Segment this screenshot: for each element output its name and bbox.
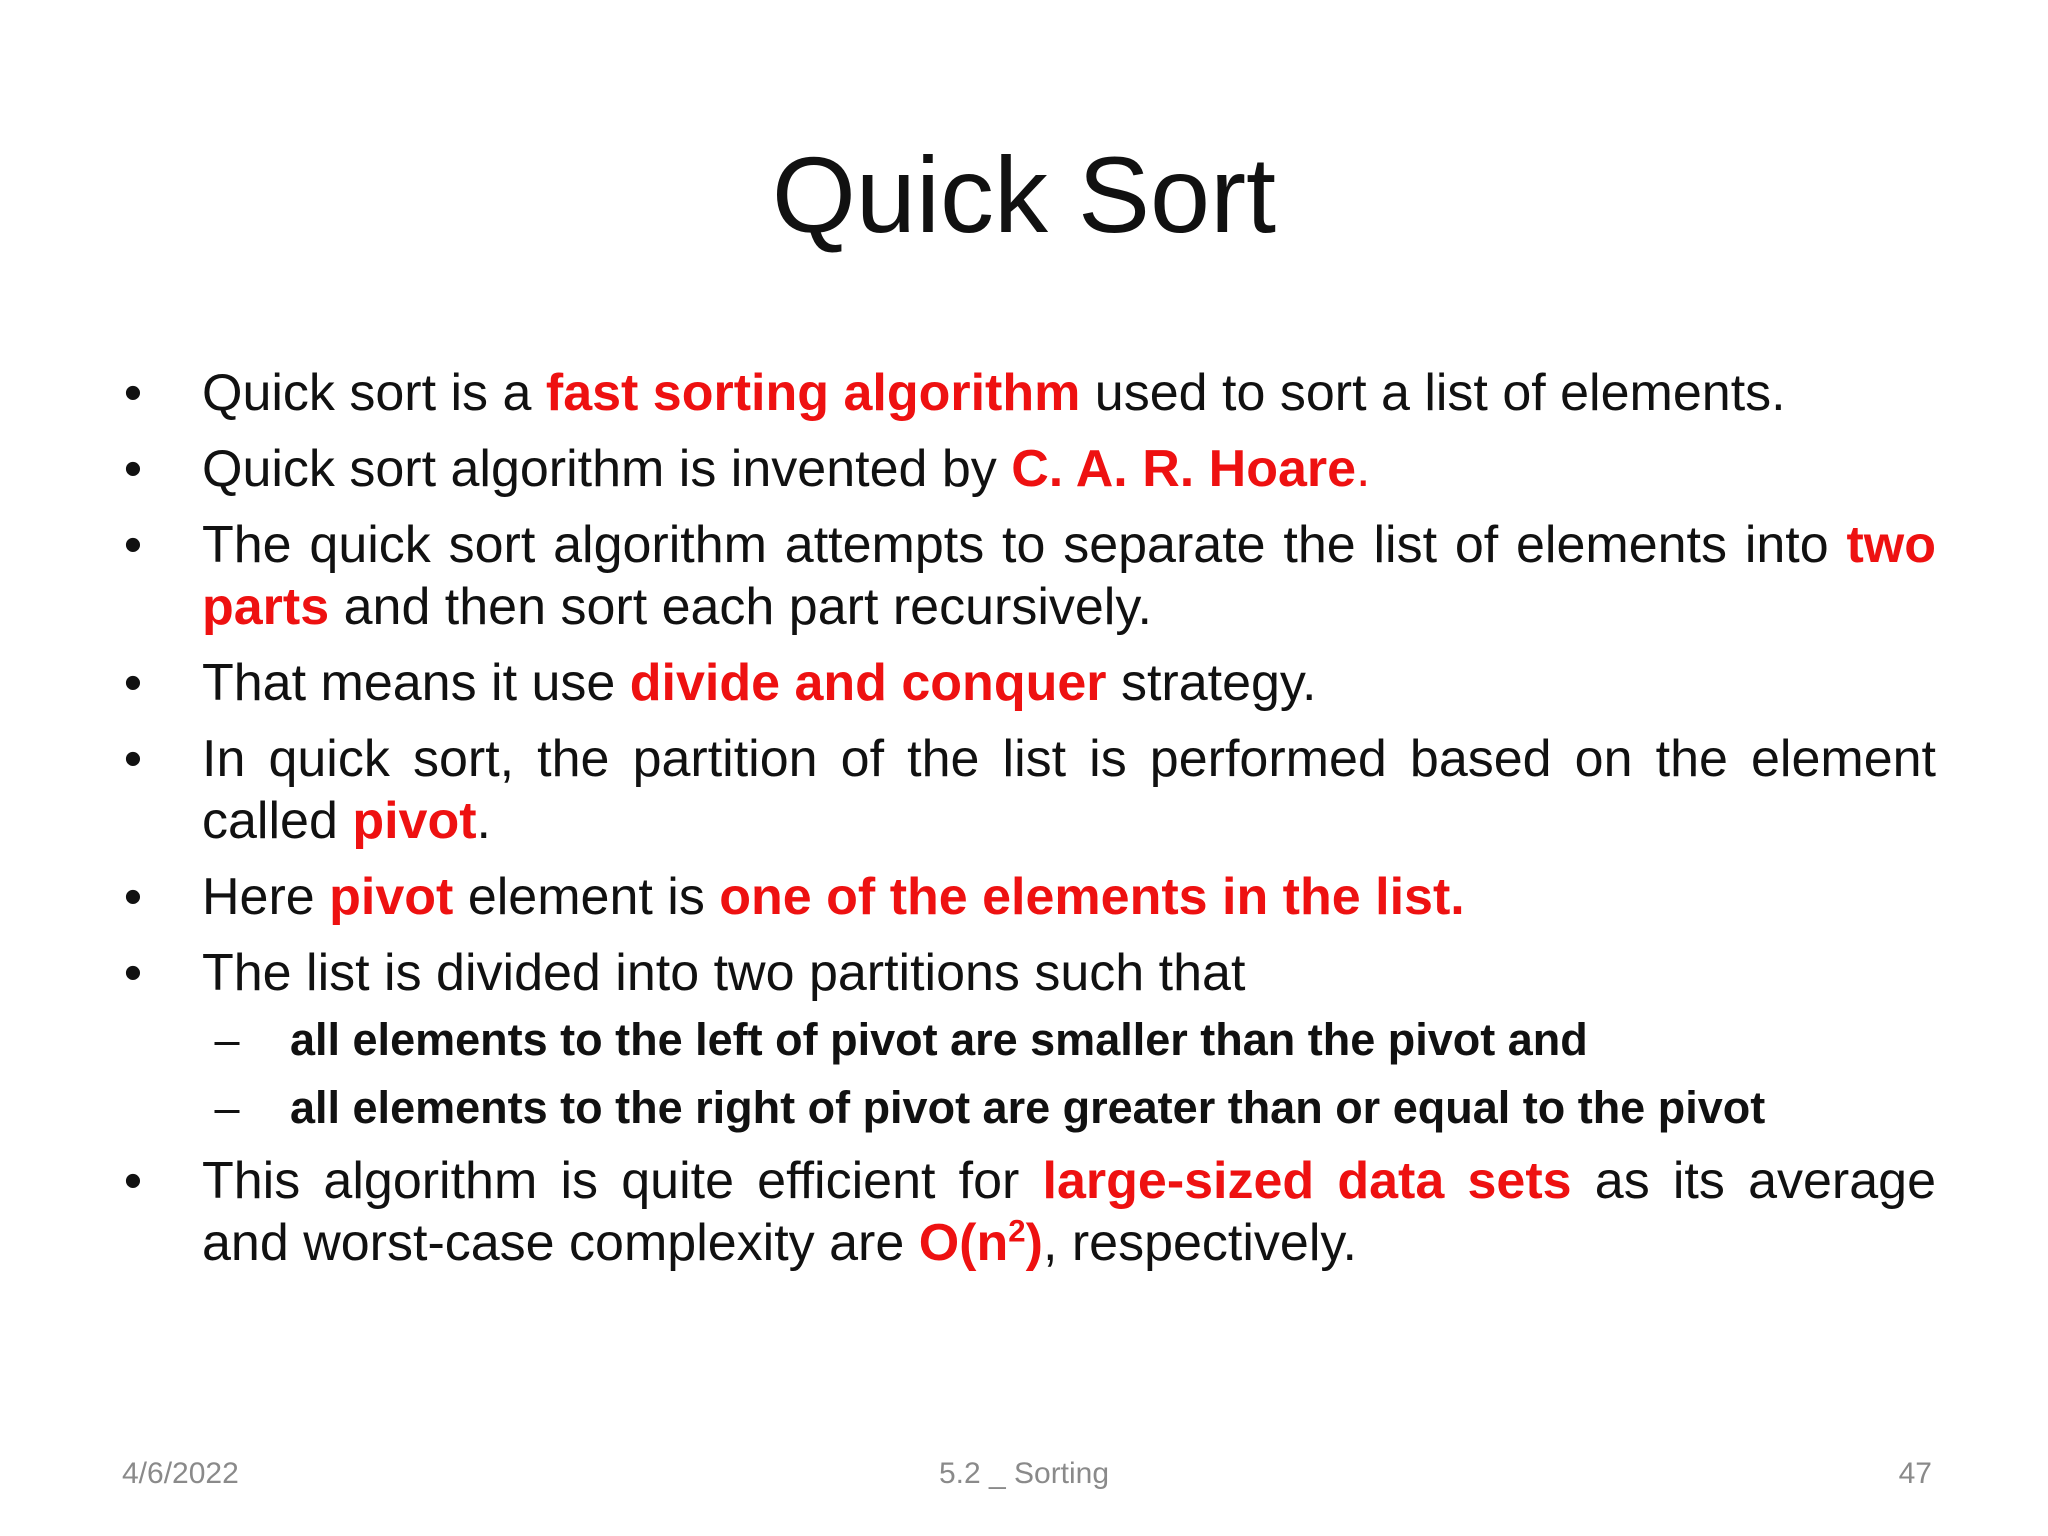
bullet-text: Quick sort algorithm is invented by bbox=[202, 440, 1012, 498]
bullet-text: and then sort each part recursively. bbox=[329, 578, 1152, 636]
sub-bullet-text: all elements to the right of pivot are greater than or equal to the pivot bbox=[290, 1082, 1766, 1133]
bullet-item bbox=[118, 942, 1936, 1136]
complexity-highlight bbox=[919, 1214, 1043, 1272]
bullet-highlight: pivot bbox=[352, 792, 477, 850]
bullet-highlight: large-sized data sets bbox=[1042, 1152, 1572, 1210]
sub-bullet-item bbox=[202, 1012, 1936, 1068]
bullet-dot: • bbox=[123, 654, 143, 712]
bullet-highlight: pivot bbox=[329, 868, 454, 926]
bullet-item bbox=[118, 1150, 1936, 1274]
bullet-text: element is bbox=[453, 868, 720, 926]
bullet-text: . bbox=[1356, 440, 1371, 498]
bullet-text: as its average and worst-case complexity are bbox=[202, 1152, 1936, 1272]
bullet-highlight: C. A. R. Hoare bbox=[1011, 440, 1357, 498]
bullet-text: This algorithm is quite efficient for bbox=[202, 1152, 1043, 1210]
footer-date: 4/6/2022 bbox=[122, 1457, 239, 1490]
dash-marker: – bbox=[214, 1014, 240, 1065]
complexity-base: O(n bbox=[918, 1214, 1009, 1272]
bullet-text: strategy. bbox=[1106, 654, 1317, 712]
bullet-dot: • bbox=[123, 364, 143, 422]
slide-title: Quick Sort bbox=[771, 134, 1277, 255]
bullet-text: That means it use bbox=[202, 654, 630, 712]
bullet-dot: • bbox=[123, 730, 143, 788]
bullet-list bbox=[118, 362, 1936, 1274]
sub-bullet-item bbox=[202, 1080, 1936, 1136]
slide-content bbox=[118, 362, 1936, 1288]
bullet-item bbox=[118, 514, 1936, 638]
bullet-highlight: one of the elements in the list. bbox=[719, 868, 1465, 926]
bullet-highlight: fast sorting algorithm bbox=[545, 364, 1081, 422]
bullet-item bbox=[118, 438, 1936, 500]
sub-bullet-list bbox=[202, 1012, 1936, 1136]
bullet-text: used to sort a list of elements. bbox=[1080, 364, 1786, 422]
bullet-dot: • bbox=[123, 944, 143, 1002]
bullet-item bbox=[118, 362, 1936, 424]
bullet-dot: • bbox=[123, 440, 143, 498]
complexity-close: ) bbox=[1025, 1214, 1043, 1272]
bullet-item bbox=[118, 728, 1936, 852]
bullet-text: . bbox=[476, 792, 491, 850]
bullet-text: , respectively. bbox=[1042, 1214, 1357, 1272]
bullet-dot: • bbox=[123, 516, 143, 574]
bullet-highlight: two parts bbox=[202, 516, 1936, 636]
dash-marker: – bbox=[214, 1082, 240, 1133]
bullet-dot: • bbox=[123, 1152, 143, 1210]
bullet-text: Here bbox=[202, 868, 330, 926]
bullet-item bbox=[118, 866, 1936, 928]
bullet-text: The list is divided into two partitions such that bbox=[202, 944, 1246, 1002]
complexity-exponent: 2 bbox=[1008, 1213, 1026, 1249]
bullet-text: In quick sort, the partition of the list is performed based on the element called bbox=[202, 730, 1936, 850]
bullet-highlight: divide and conquer bbox=[629, 654, 1107, 712]
footer-title: 5.2 _ Sorting bbox=[938, 1457, 1110, 1490]
footer-page-number: 47 bbox=[1898, 1457, 1932, 1490]
bullet-dot: • bbox=[123, 868, 143, 926]
bullet-text: The quick sort algorithm attempts to separate the list of elements into bbox=[202, 516, 1847, 574]
bullet-text: Quick sort is a bbox=[202, 364, 546, 422]
bullet-item bbox=[118, 652, 1936, 714]
sub-bullet-text: all elements to the left of pivot are smaller than the pivot and bbox=[290, 1014, 1588, 1065]
